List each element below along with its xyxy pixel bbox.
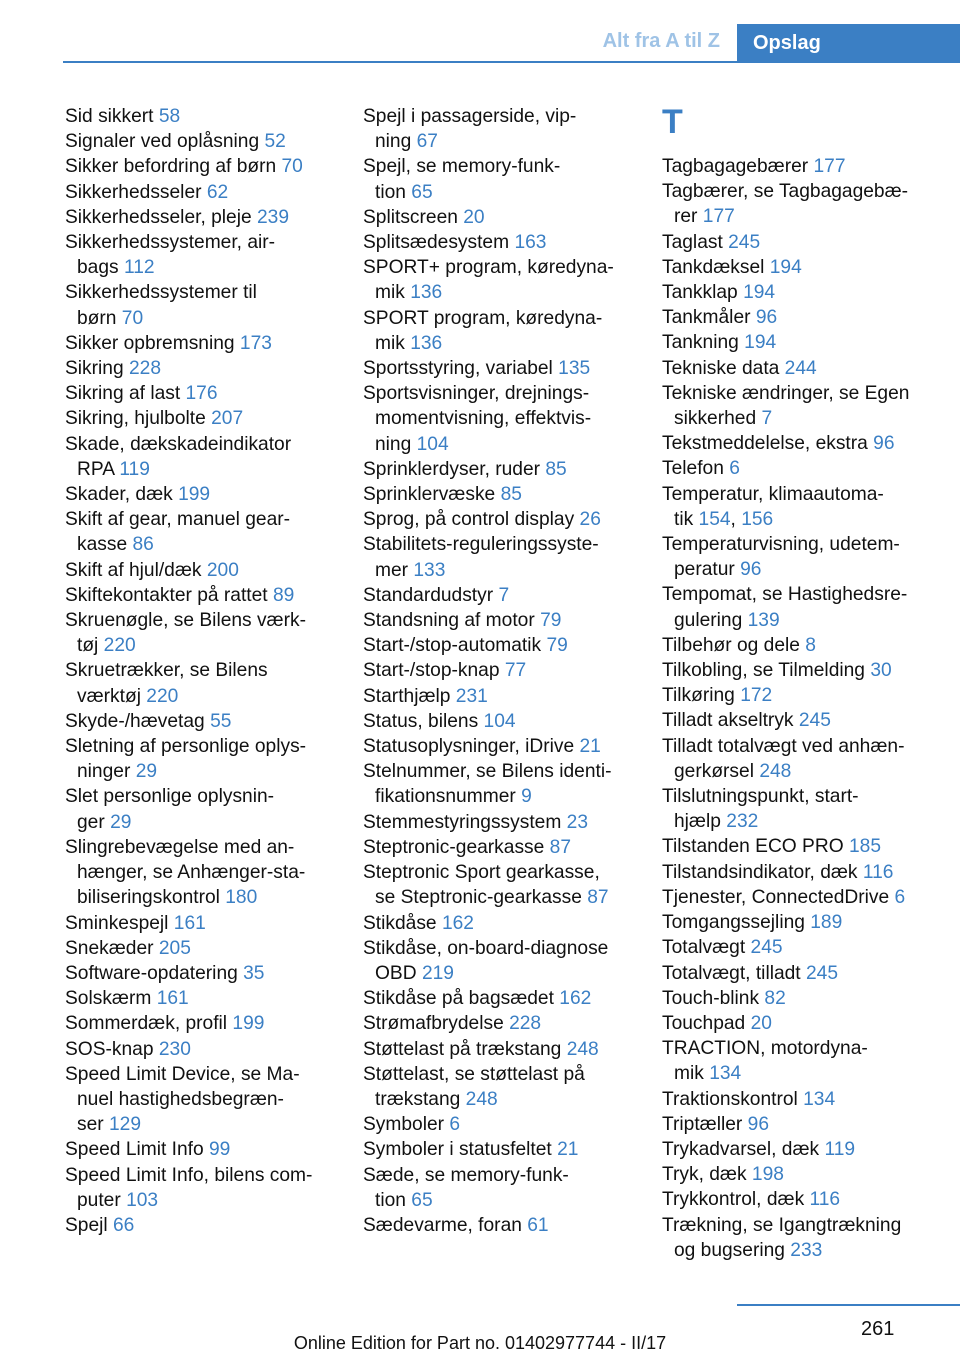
index-entry: Tilstanden ECO PRO 185 (662, 836, 881, 858)
index-entry: Temperatur, klimaautoma- tik 154, 156 (662, 483, 884, 530)
page-ref-link[interactable]: 139 (747, 609, 780, 631)
page-ref-link[interactable]: 20 (463, 206, 485, 228)
index-entry: Tankklap 194 (662, 282, 776, 304)
index-entry: Sletning af personlige oplys- ninger 29 (65, 736, 307, 783)
page-ref-link[interactable]: 156 (741, 508, 774, 530)
index-entry: Stelnummer, se Bilens identi- fikationsnummer 9 (363, 761, 612, 808)
index-entry: Sportsstyring, variabel 135 (363, 358, 591, 380)
page-number: 261 (861, 1318, 895, 1340)
page-ref-link[interactable]: 7 (498, 584, 510, 606)
index-entry: Statusoplysninger, iDrive 21 (363, 736, 601, 758)
page-ref-link[interactable]: 116 (862, 861, 894, 883)
page-ref-link[interactable]: 245 (750, 937, 783, 959)
index-entry: Splitscreen 20 (363, 206, 485, 228)
index-entry: Tilkøring 172 (662, 685, 773, 707)
index-entry: Sminkespejl 161 (65, 912, 206, 934)
page-ref-link[interactable]: 228 (129, 358, 162, 380)
page-ref-link[interactable]: 245 (805, 962, 838, 984)
page-ref-link[interactable]: 134 (803, 1088, 836, 1110)
page-ref-link[interactable]: 207 (211, 408, 244, 430)
page-ref-link[interactable]: 135 (558, 358, 591, 380)
index-entry: Sikkerhedsseler 62 (65, 181, 229, 203)
index-entry: Trykadvarsel, dæk 119 (662, 1138, 856, 1160)
page-ref-link[interactable]: 87 (549, 836, 571, 858)
page-ref-link[interactable]: 199 (232, 1013, 265, 1035)
page-ref-link[interactable]: 35 (243, 962, 265, 984)
page-ref-link[interactable]: 199 (178, 484, 211, 506)
page-ref-link[interactable]: 245 (798, 710, 831, 732)
index-entry: Speed Limit Info 99 (65, 1139, 231, 1161)
page-ref-link[interactable]: 133 (413, 559, 446, 581)
index-entry: Sikring, hjulbolte 207 (65, 408, 244, 430)
index-entry: Tilladt akseltryk 245 (662, 710, 831, 732)
page-ref-link[interactable]: 180 (225, 887, 258, 909)
index-entry: Sikker opbremsning 173 (65, 332, 272, 354)
index-entry: Tilslutningspunkt, start- hjælp 232 (662, 786, 859, 833)
page-ref-link[interactable]: 119 (824, 1138, 856, 1160)
index-entry: Steptronic Sport gearkasse, se Steptronic-gearkasse 87 (363, 862, 609, 909)
page-ref-link[interactable]: 116 (809, 1189, 841, 1211)
index-entry: Temperaturvisning, udetem- peratur 96 (662, 534, 900, 581)
index-entry: Sprog, på control display 26 (363, 509, 601, 531)
page-ref-link[interactable]: 23 (566, 811, 588, 833)
index-entry: Tilbehør og dele 8 (662, 634, 816, 656)
index-entry: Starthjælp 231 (363, 685, 488, 707)
index-entry: Sæde, se memory-funk- tion 65 (363, 1164, 569, 1211)
index-entry: Symboler i statusfeltet 21 (363, 1139, 579, 1161)
page-header (0, 0, 960, 64)
index-entry: Tilkobling, se Tilmelding 30 (662, 660, 892, 682)
page-ref-link[interactable]: 112 (123, 257, 155, 279)
page-ref-link[interactable]: 6 (729, 458, 740, 480)
page-ref-link[interactable]: 89 (272, 584, 295, 606)
index-entry: Start-/stop-automatik 79 (363, 635, 568, 657)
index-entry: Strømafbrydelse 228 (363, 1013, 542, 1035)
page-ref-link[interactable]: 163 (514, 232, 547, 254)
index-entry: Taglast 245 (662, 231, 761, 253)
index-entry: Tankdæksel 194 (662, 256, 802, 278)
index-entry: Sikkerhedssystemer til børn 70 (65, 282, 257, 329)
page-ref-link[interactable]: 6 (894, 886, 906, 908)
page-ref-link[interactable]: 248 (759, 760, 792, 782)
index-entry: Skader, dæk 199 (65, 484, 211, 506)
page-ref-link[interactable]: 194 (769, 256, 802, 278)
page-ref-link[interactable]: 233 (790, 1239, 823, 1261)
page-ref-link[interactable]: 21 (579, 736, 601, 758)
index-entry: Tekstmeddelelse, ekstra 96 (662, 433, 895, 455)
page-ref-link[interactable]: 103 (126, 1189, 159, 1211)
index-entry: Stikdåse på bagsædet 162 (363, 988, 592, 1010)
page-ref-link[interactable]: 248 (566, 1038, 599, 1060)
index-column-1 (65, 104, 337, 1238)
page-ref-link[interactable]: 200 (206, 559, 239, 581)
page-ref-link[interactable]: 30 (870, 660, 892, 682)
index-entry: Traktionskontrol 134 (662, 1088, 836, 1110)
index-entry: Skift af hjul/dæk 200 (65, 559, 239, 581)
index-column-3 (662, 104, 934, 1263)
index-entry: Standsning af motor 79 (363, 610, 562, 632)
index-entry: Symboler 6 (363, 1114, 461, 1136)
page-ref-link[interactable]: 7 (761, 408, 773, 430)
page-ref-link[interactable]: 244 (784, 357, 817, 379)
page-ref-link[interactable]: 58 (158, 106, 181, 127)
page-ref-link[interactable]: 162 (441, 912, 474, 934)
page-ref-link[interactable]: 82 (764, 987, 786, 1009)
index-entry: Spejl i passagerside, vip- ning 67 (363, 106, 577, 153)
page-ref-link[interactable]: 66 (113, 1214, 135, 1236)
index-entry: Støttelast, se støttelast på trækstang 248 (363, 1063, 585, 1110)
page-ref-link[interactable]: 6 (449, 1114, 461, 1136)
index-entry: Touchpad 20 (662, 1012, 772, 1034)
index-entry: Skift af gear, manuel gear- kasse 86 (65, 509, 291, 556)
page-ref-link[interactable]: 86 (132, 534, 154, 556)
index-entry: Steptronic-gearkasse 87 (363, 836, 571, 858)
page-ref-link[interactable]: 134 (709, 1063, 742, 1085)
page-ref-link[interactable]: 248 (465, 1088, 498, 1110)
index-entry: Start-/stop-knap 77 (363, 660, 527, 682)
page-ref-link[interactable]: 29 (110, 811, 132, 833)
page-ref-link[interactable]: 172 (740, 685, 773, 707)
index-entry: Spejl, se memory-funk- tion 65 (363, 156, 561, 203)
page-ref-link[interactable]: 26 (579, 509, 601, 531)
index-entry: SOS-knap 230 (65, 1038, 191, 1060)
page-ref-link[interactable]: 219 (421, 962, 454, 984)
page-ref-link[interactable]: 96 (740, 559, 762, 581)
section-link[interactable]: Alt fra A til Z (602, 30, 720, 52)
page-ref-link[interactable]: 220 (103, 635, 136, 657)
page-ref-link[interactable]: 96 (755, 307, 778, 329)
index-entry: Telefon 6 (662, 458, 740, 480)
page-ref-link[interactable]: 136 (410, 332, 443, 354)
page-ref-link[interactable]: 96 (873, 433, 895, 455)
index-entry: Signaler ved oplåsning 52 (65, 131, 286, 153)
index-entry: Skyde-/hævetag 55 (65, 710, 232, 732)
index-entry: Slingrebevægelse med an- hænger, se Anhænger-sta- biliseringskontrol 180 (65, 836, 306, 909)
index-entry: Tankmåler 96 (662, 307, 778, 329)
page-ref-link[interactable]: 9 (521, 786, 532, 808)
page-ref-link[interactable]: 154 (698, 508, 731, 530)
index-entry: Tilstandsindikator, dæk 116 (662, 861, 894, 883)
index-entry: Stabilitets-reguleringssyste- mer 133 (363, 534, 599, 581)
index-entry: Sikring 228 (65, 358, 162, 380)
index-column-2 (363, 104, 635, 1238)
page-ref-link[interactable]: 161 (156, 988, 189, 1010)
index-entry: Software-opdatering 35 (65, 962, 265, 984)
section-tab-opslag[interactable]: Opslag (737, 24, 960, 63)
page-ref-link[interactable]: 8 (805, 634, 816, 656)
index-entry: Sprinklerdyser, ruder 85 (363, 458, 567, 480)
index-entry: SPORT+ program, køredyna- mik 136 (363, 257, 614, 304)
page-ref-link[interactable]: 61 (527, 1214, 549, 1236)
page-ref-link[interactable]: 79 (540, 610, 562, 632)
page-ref-link[interactable]: 104 (483, 710, 516, 732)
page-ref-link[interactable]: 194 (744, 332, 777, 354)
index-entry: Splitsædesystem 163 (363, 232, 547, 254)
page-ref-link[interactable]: 189 (810, 912, 843, 934)
index-entry: TRACTION, motordyna- mik 134 (662, 1038, 868, 1085)
page-ref-link[interactable]: 230 (158, 1038, 191, 1060)
index-entry: Stikdåse, on-board-diagnose OBD 219 (363, 937, 609, 984)
page-ref-link[interactable]: 177 (702, 206, 735, 228)
page-ref-link[interactable]: 119 (119, 458, 150, 480)
page-ref-link[interactable]: 85 (500, 484, 522, 506)
page-ref-link[interactable]: 104 (416, 433, 449, 455)
edition-line: Online Edition for Part no. 01402977744 - II/17 (293, 1333, 667, 1353)
index-entry: Totalvægt 245 (662, 937, 783, 959)
index-entry: Standardudstyr 7 (363, 584, 510, 606)
page-ref-link[interactable]: 55 (210, 710, 232, 732)
index-entry: Tekniske ændringer, se Egen sikkerhed 7 (662, 382, 910, 430)
index-entry: Spejl 66 (65, 1214, 135, 1236)
index-entry: Speed Limit Info, bilens com- puter 103 (65, 1164, 313, 1211)
page-ref-link[interactable]: 177 (813, 156, 846, 177)
page-ref-link[interactable]: 185 (848, 836, 881, 858)
index-entry: Status, bilens 104 (363, 710, 516, 732)
page-ref-link[interactable]: 220 (146, 685, 179, 707)
index-entry: Solskærm 161 (65, 988, 189, 1010)
page-ref-link[interactable]: 70 (121, 307, 144, 329)
index-entry: Tjenester, ConnectedDrive 6 (662, 886, 906, 908)
index-entry: Skruenøgle, se Bilens værk- tøj 220 (65, 610, 306, 657)
index-entry: Touch-blink 82 (662, 987, 786, 1009)
page-ref-link[interactable]: 67 (416, 131, 438, 153)
index-entry: Støttelast på trækstang 248 (363, 1038, 599, 1060)
page-ref-link[interactable]: 173 (239, 332, 272, 354)
page-ref-link[interactable]: 228 (509, 1013, 542, 1035)
index-entry: Sikker befordring af børn 70 (65, 156, 303, 178)
page-ref-link[interactable]: 62 (206, 181, 229, 203)
page-ref-link[interactable]: 99 (209, 1139, 231, 1161)
page-ref-link[interactable]: 65 (411, 1189, 433, 1211)
index-entry: Stemmestyringssystem 23 (363, 811, 588, 833)
page-ref-link[interactable]: 161 (173, 912, 206, 934)
index-entry: Sid sikkert 58 (65, 106, 181, 127)
page-ref-link[interactable]: 65 (411, 181, 433, 203)
index-entry: Tagbagagebærer 177 (662, 156, 846, 177)
index-entry: Tilladt totalvægt ved anhæn- gerkørsel 248 (662, 735, 905, 782)
page-ref-link[interactable]: 85 (545, 458, 567, 480)
index-entry: Sikring af last 176 (65, 383, 218, 405)
index-entry: Sprinklervæske 85 (363, 484, 522, 506)
page-ref-link[interactable]: 21 (557, 1139, 579, 1161)
footer-rule (737, 1304, 960, 1306)
index-entry: Snekæder 205 (65, 937, 191, 959)
index-entry: Slet personlige oplysnin- ger 29 (65, 786, 275, 833)
page-ref-link[interactable]: 176 (185, 383, 218, 405)
index-entry: Tankning 194 (662, 332, 777, 354)
index-entry: Tagbærer, se Tagbagagebæ- rer 177 (662, 181, 909, 228)
page-ref-link[interactable]: 79 (546, 635, 568, 657)
page-ref-link[interactable]: 198 (751, 1164, 784, 1186)
index-entry: Sommerdæk, profil 199 (65, 1013, 265, 1035)
page-ref-link[interactable]: 129 (109, 1114, 142, 1136)
page-ref-link[interactable]: 194 (743, 282, 776, 304)
index-entry: Sikkerhedsseler, pleje 239 (65, 206, 290, 228)
page-ref-link[interactable]: 52 (264, 131, 286, 153)
index-entry: Stikdåse 162 (363, 912, 474, 934)
index-entry: Skiftekontakter på rattet 89 (65, 584, 295, 606)
index-letter-heading: T (662, 103, 683, 141)
page-ref-link[interactable]: 77 (504, 660, 527, 682)
page-ref-link[interactable]: 239 (257, 206, 290, 228)
index-entry: SPORT program, køredyna- mik 136 (363, 307, 603, 354)
page-ref-link[interactable]: 29 (135, 761, 158, 783)
header-rule (63, 61, 960, 63)
page-ref-link[interactable]: 231 (455, 685, 488, 707)
index-entry: Sædevarme, foran 61 (363, 1214, 549, 1236)
index-entry: Skruetrækker, se Bilens værktøj 220 (65, 660, 268, 707)
page-ref-link[interactable]: 20 (750, 1012, 772, 1034)
index-entry: Tomgangssejling 189 (662, 912, 843, 934)
index-entry: Tekniske data 244 (662, 357, 817, 379)
page-ref-link[interactable]: 162 (559, 988, 592, 1010)
page-ref-link[interactable]: 205 (158, 937, 191, 959)
page-ref-link[interactable]: 87 (587, 887, 609, 909)
index-entry: Sikkerhedssystemer, air- bags 112 (65, 232, 276, 279)
index-entry: Skade, dækskadeindikator RPA 119 (65, 433, 292, 480)
page-ref-link[interactable]: 245 (728, 231, 761, 253)
index-entry: Sportsvisninger, drejnings- momentvisning, effektvis- ning 104 (363, 383, 592, 455)
index-entry: Speed Limit Device, se Ma- nuel hastighedsbegræn- ser 129 (65, 1063, 300, 1136)
index-entry: Trækning, se Igangtrækning og bugsering 233 (662, 1214, 902, 1261)
index-entry: Totalvægt, tilladt 245 (662, 962, 838, 984)
index-entry: Triptæller 96 (662, 1113, 769, 1135)
index-entry: Trykkontrol, dæk 116 (662, 1189, 841, 1211)
page-ref-link[interactable]: 70 (281, 156, 303, 178)
index-entry: Tryk, dæk 198 (662, 1164, 784, 1186)
page-ref-link[interactable]: 96 (747, 1113, 769, 1135)
index-entry: Tempomat, se Hastighedsre- gulering 139 (662, 584, 908, 631)
page-ref-link[interactable]: 136 (410, 282, 443, 304)
page-ref-link[interactable]: 232 (726, 811, 759, 833)
